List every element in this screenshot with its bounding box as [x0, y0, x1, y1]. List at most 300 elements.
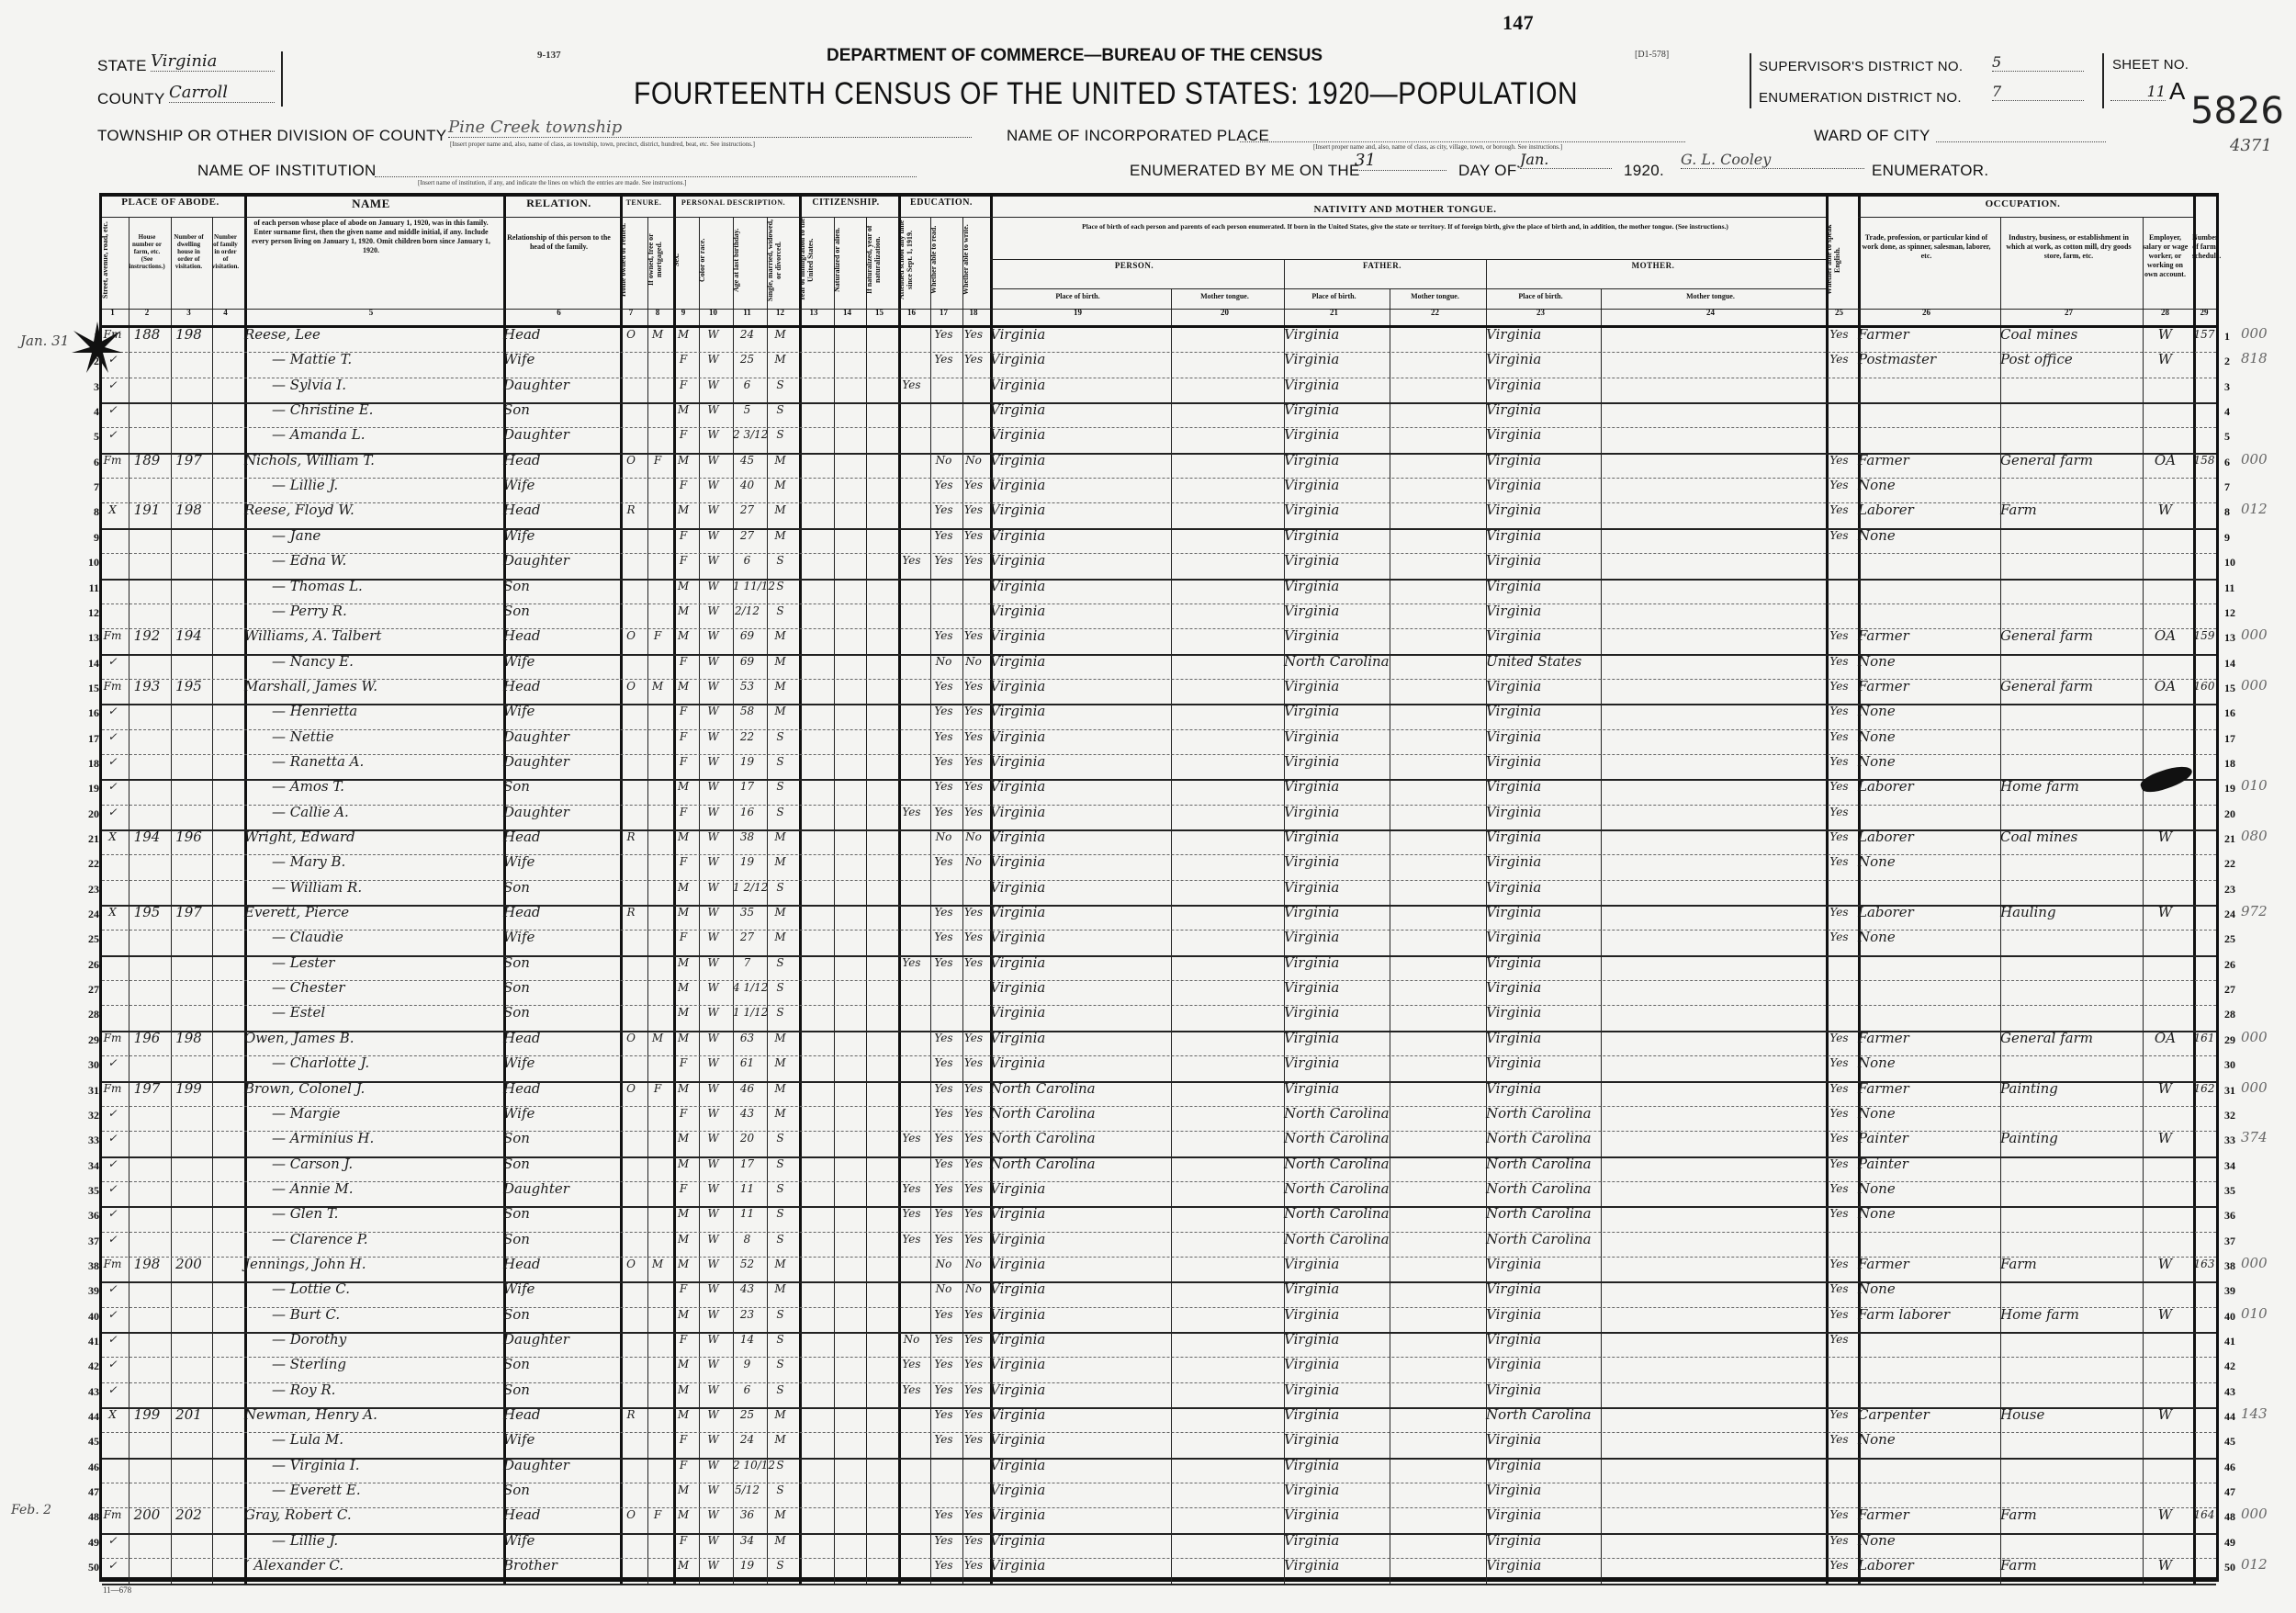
- dwelling-number-cell[interactable]: 198: [175, 1029, 202, 1046]
- speak-english-cell[interactable]: Yes: [1829, 479, 1849, 492]
- birthplace-cell[interactable]: Virginia: [990, 552, 1046, 570]
- sex-cell[interactable]: M: [677, 955, 690, 969]
- read-cell[interactable]: Yes: [934, 1333, 953, 1346]
- mother-birthplace-cell[interactable]: Virginia: [1486, 929, 1542, 946]
- read-cell[interactable]: Yes: [934, 328, 953, 341]
- relation-cell[interactable]: Wife: [503, 929, 535, 946]
- speak-english-cell[interactable]: Yes: [1829, 1081, 1849, 1095]
- marital-cell[interactable]: S: [776, 1358, 784, 1371]
- mortgage-cell[interactable]: M: [651, 679, 664, 693]
- farm-schedule-cell[interactable]: 160: [2193, 679, 2215, 693]
- speak-english-cell[interactable]: Yes: [1829, 1433, 1849, 1447]
- name-cell[interactable]: — Amos T.: [272, 778, 344, 795]
- trade-cell[interactable]: Carpenter: [1858, 1406, 1930, 1424]
- marital-cell[interactable]: M: [774, 931, 786, 944]
- name-cell[interactable]: — Mary B.: [272, 853, 346, 871]
- sex-cell[interactable]: F: [679, 754, 688, 768]
- father-birthplace-cell[interactable]: Virginia: [1284, 401, 1340, 419]
- age-cell[interactable]: 2/12: [735, 603, 760, 617]
- birthplace-cell[interactable]: Virginia: [990, 1029, 1046, 1046]
- write-cell[interactable]: Yes: [963, 503, 984, 517]
- trade-cell[interactable]: None: [1858, 1104, 1896, 1122]
- marital-cell[interactable]: M: [774, 1508, 786, 1522]
- read-cell[interactable]: Yes: [934, 955, 953, 969]
- race-cell[interactable]: W: [707, 554, 719, 568]
- school-cell[interactable]: Yes: [902, 1358, 921, 1371]
- ward-field[interactable]: [1936, 127, 2106, 142]
- father-birthplace-cell[interactable]: Virginia: [1284, 552, 1340, 570]
- industry-cell[interactable]: General farm: [2000, 451, 2093, 468]
- sex-cell[interactable]: F: [679, 729, 688, 743]
- sex-cell[interactable]: M: [677, 1408, 690, 1422]
- birthplace-cell[interactable]: Virginia: [990, 502, 1046, 519]
- mother-birthplace-cell[interactable]: Virginia: [1486, 577, 1542, 594]
- street-cell[interactable]: ✓: [107, 1181, 118, 1195]
- trade-cell[interactable]: Laborer: [1858, 502, 1914, 519]
- house-number-cell[interactable]: 199: [133, 1406, 161, 1424]
- age-cell[interactable]: 35: [739, 906, 755, 919]
- race-cell[interactable]: W: [707, 1006, 719, 1020]
- dwelling-number-cell[interactable]: 197: [175, 904, 202, 921]
- relation-cell[interactable]: Daughter: [503, 376, 569, 393]
- industry-cell[interactable]: Home farm: [2000, 1305, 2079, 1323]
- race-cell[interactable]: W: [707, 805, 719, 818]
- marital-cell[interactable]: M: [774, 906, 786, 919]
- relation-cell[interactable]: Daughter: [503, 752, 569, 770]
- industry-cell[interactable]: Coal mines: [2000, 326, 2078, 343]
- street-cell[interactable]: ✓: [107, 1307, 118, 1321]
- read-cell[interactable]: No: [935, 1257, 952, 1270]
- house-number-cell[interactable]: 195: [133, 904, 161, 921]
- mother-birthplace-cell[interactable]: Virginia: [1486, 526, 1542, 544]
- mortgage-cell[interactable]: F: [653, 453, 662, 467]
- enumerator-name-field[interactable]: G. L. Cooley: [1681, 151, 1864, 169]
- age-cell[interactable]: 2 3/12: [733, 428, 769, 442]
- birthplace-cell[interactable]: Virginia: [990, 677, 1046, 694]
- trade-cell[interactable]: None: [1858, 728, 1896, 745]
- mother-birthplace-cell[interactable]: Virginia: [1486, 778, 1542, 795]
- street-cell[interactable]: X: [108, 830, 117, 843]
- birthplace-cell[interactable]: Virginia: [990, 451, 1046, 468]
- marital-cell[interactable]: S: [776, 780, 784, 794]
- employer-class-cell[interactable]: W: [2157, 326, 2173, 343]
- speak-english-cell[interactable]: Yes: [1829, 931, 1849, 944]
- birthplace-cell[interactable]: Virginia: [990, 853, 1046, 871]
- mortgage-cell[interactable]: F: [653, 1508, 662, 1522]
- name-cell[interactable]: — Roy R.: [272, 1381, 336, 1398]
- father-birthplace-cell[interactable]: North Carolina: [1284, 652, 1390, 670]
- sex-cell[interactable]: F: [679, 855, 688, 869]
- read-cell[interactable]: No: [935, 453, 952, 467]
- street-cell[interactable]: X: [108, 906, 117, 919]
- write-cell[interactable]: Yes: [963, 1056, 984, 1070]
- speak-english-cell[interactable]: Yes: [1829, 1408, 1849, 1422]
- relation-cell[interactable]: Son: [503, 778, 530, 795]
- relation-cell[interactable]: Son: [503, 1305, 530, 1323]
- sex-cell[interactable]: M: [677, 579, 690, 592]
- relation-cell[interactable]: Son: [503, 602, 530, 619]
- read-cell[interactable]: Yes: [934, 1358, 953, 1371]
- read-cell[interactable]: Yes: [934, 479, 953, 492]
- write-cell[interactable]: No: [965, 1257, 982, 1270]
- relation-cell[interactable]: Daughter: [503, 426, 569, 444]
- sex-cell[interactable]: F: [679, 528, 688, 542]
- father-birthplace-cell[interactable]: Virginia: [1284, 703, 1340, 720]
- marital-cell[interactable]: S: [776, 1333, 784, 1346]
- trade-cell[interactable]: None: [1858, 1205, 1896, 1223]
- marital-cell[interactable]: S: [776, 754, 784, 768]
- father-birthplace-cell[interactable]: Virginia: [1284, 1255, 1340, 1272]
- street-cell[interactable]: ✓: [107, 729, 118, 743]
- street-cell[interactable]: ✓: [107, 654, 118, 668]
- mother-birthplace-cell[interactable]: Virginia: [1486, 728, 1542, 745]
- name-cell[interactable]: Gray, Robert C.: [244, 1506, 352, 1524]
- birthplace-cell[interactable]: Virginia: [990, 652, 1046, 670]
- relation-cell[interactable]: Son: [503, 577, 530, 594]
- street-cell[interactable]: Fm: [103, 1508, 122, 1522]
- race-cell[interactable]: W: [707, 906, 719, 919]
- relation-cell[interactable]: Son: [503, 979, 530, 997]
- industry-cell[interactable]: General farm: [2000, 677, 2093, 694]
- sex-cell[interactable]: F: [679, 1282, 688, 1296]
- father-birthplace-cell[interactable]: Virginia: [1284, 953, 1340, 971]
- relation-cell[interactable]: Brother: [503, 1557, 557, 1574]
- age-cell[interactable]: 2 10/12: [733, 1458, 776, 1472]
- dwelling-number-cell[interactable]: 197: [175, 451, 202, 468]
- relation-cell[interactable]: Son: [503, 1482, 530, 1499]
- read-cell[interactable]: No: [935, 830, 952, 843]
- age-cell[interactable]: 6: [743, 554, 751, 568]
- employer-class-cell[interactable]: W: [2157, 351, 2173, 368]
- trade-cell[interactable]: None: [1858, 1055, 1896, 1072]
- sex-cell[interactable]: M: [677, 603, 690, 617]
- marital-cell[interactable]: S: [776, 1232, 784, 1246]
- write-cell[interactable]: No: [965, 830, 982, 843]
- write-cell[interactable]: Yes: [963, 1106, 984, 1120]
- mother-birthplace-cell[interactable]: North Carolina: [1486, 1130, 1592, 1147]
- street-cell[interactable]: ✓: [107, 1382, 118, 1396]
- farm-schedule-cell[interactable]: 158: [2193, 453, 2215, 467]
- supervisor-district-field[interactable]: 5: [1992, 53, 2084, 72]
- age-cell[interactable]: 5: [743, 403, 751, 417]
- race-cell[interactable]: W: [707, 654, 719, 668]
- dwelling-number-cell[interactable]: 198: [175, 502, 202, 519]
- house-number-cell[interactable]: 200: [133, 1506, 161, 1524]
- state-field[interactable]: Virginia: [151, 51, 275, 72]
- home-owned-cell[interactable]: O: [626, 629, 636, 643]
- house-number-cell[interactable]: 189: [133, 451, 161, 468]
- dwelling-number-cell[interactable]: 201: [175, 1406, 202, 1424]
- father-birthplace-cell[interactable]: Virginia: [1284, 1381, 1340, 1398]
- mother-birthplace-cell[interactable]: Virginia: [1486, 1004, 1542, 1021]
- race-cell[interactable]: W: [707, 855, 719, 869]
- father-birthplace-cell[interactable]: Virginia: [1284, 1079, 1340, 1097]
- employer-class-cell[interactable]: W: [2157, 502, 2173, 519]
- street-cell[interactable]: Fm: [103, 1081, 122, 1095]
- write-cell[interactable]: Yes: [963, 1132, 984, 1145]
- birthplace-cell[interactable]: Virginia: [990, 1055, 1046, 1072]
- name-cell[interactable]: — Annie M.: [272, 1179, 354, 1197]
- mother-birthplace-cell[interactable]: Virginia: [1486, 703, 1542, 720]
- street-cell[interactable]: ✓: [107, 705, 118, 718]
- relation-cell[interactable]: Head: [503, 1506, 541, 1524]
- mother-birthplace-cell[interactable]: Virginia: [1486, 829, 1542, 845]
- marital-cell[interactable]: M: [774, 1282, 786, 1296]
- mortgage-cell[interactable]: M: [651, 1257, 664, 1270]
- trade-cell[interactable]: Farmer: [1858, 627, 1909, 645]
- name-cell[interactable]: — Margie: [272, 1104, 341, 1122]
- marital-cell[interactable]: S: [776, 1181, 784, 1195]
- read-cell[interactable]: Yes: [934, 1031, 953, 1044]
- race-cell[interactable]: W: [707, 1559, 719, 1573]
- mother-birthplace-cell[interactable]: Virginia: [1486, 1506, 1542, 1524]
- sex-cell[interactable]: F: [679, 805, 688, 818]
- sex-cell[interactable]: M: [677, 403, 690, 417]
- name-cell[interactable]: — Christine E.: [272, 401, 374, 419]
- race-cell[interactable]: W: [707, 503, 719, 517]
- race-cell[interactable]: W: [707, 1081, 719, 1095]
- trade-cell[interactable]: None: [1858, 526, 1896, 544]
- speak-english-cell[interactable]: Yes: [1829, 1132, 1849, 1145]
- read-cell[interactable]: Yes: [934, 1307, 953, 1321]
- school-cell[interactable]: Yes: [902, 1132, 921, 1145]
- age-cell[interactable]: 1 2/12: [733, 880, 769, 894]
- industry-cell[interactable]: Post office: [2000, 351, 2073, 368]
- home-owned-cell[interactable]: O: [626, 1081, 636, 1095]
- sex-cell[interactable]: M: [677, 1207, 690, 1221]
- race-cell[interactable]: W: [707, 353, 719, 367]
- speak-english-cell[interactable]: Yes: [1829, 729, 1849, 743]
- speak-english-cell[interactable]: Yes: [1829, 1207, 1849, 1221]
- birthplace-cell[interactable]: Virginia: [990, 1557, 1046, 1574]
- write-cell[interactable]: Yes: [963, 805, 984, 818]
- house-number-cell[interactable]: 188: [133, 326, 161, 343]
- write-cell[interactable]: Yes: [963, 1408, 984, 1422]
- mother-birthplace-cell[interactable]: North Carolina: [1486, 1230, 1592, 1247]
- race-cell[interactable]: W: [707, 1132, 719, 1145]
- read-cell[interactable]: Yes: [934, 855, 953, 869]
- read-cell[interactable]: Yes: [934, 729, 953, 743]
- dwelling-number-cell[interactable]: 199: [175, 1079, 202, 1097]
- sex-cell[interactable]: F: [679, 378, 688, 391]
- name-cell[interactable]: Reese, Floyd W.: [244, 502, 355, 519]
- relation-cell[interactable]: Wife: [503, 652, 535, 670]
- relation-cell[interactable]: Head: [503, 904, 541, 921]
- mother-birthplace-cell[interactable]: Virginia: [1486, 803, 1542, 820]
- race-cell[interactable]: W: [707, 378, 719, 391]
- name-cell[interactable]: — William R.: [272, 878, 363, 896]
- mother-birthplace-cell[interactable]: Virginia: [1486, 1255, 1542, 1272]
- mother-birthplace-cell[interactable]: United States: [1486, 652, 1582, 670]
- write-cell[interactable]: Yes: [963, 528, 984, 542]
- trade-cell[interactable]: Farm laborer: [1858, 1305, 1951, 1323]
- age-cell[interactable]: 1 1/12: [733, 1006, 769, 1020]
- sex-cell[interactable]: F: [679, 353, 688, 367]
- county-field[interactable]: Carroll: [169, 83, 275, 103]
- mother-birthplace-cell[interactable]: Virginia: [1486, 477, 1542, 494]
- marital-cell[interactable]: M: [774, 1408, 786, 1422]
- name-cell[interactable]: — Lillie J.: [272, 477, 339, 494]
- dwelling-number-cell[interactable]: 195: [175, 677, 202, 694]
- age-cell[interactable]: 22: [739, 729, 755, 743]
- name-cell[interactable]: Brown, Colonel J.: [244, 1079, 366, 1097]
- birthplace-cell[interactable]: North Carolina: [990, 1130, 1096, 1147]
- birthplace-cell[interactable]: Virginia: [990, 728, 1046, 745]
- father-birthplace-cell[interactable]: North Carolina: [1284, 1155, 1390, 1172]
- age-cell[interactable]: 9: [743, 1358, 751, 1371]
- sex-cell[interactable]: F: [679, 1433, 688, 1447]
- write-cell[interactable]: Yes: [963, 1433, 984, 1447]
- speak-english-cell[interactable]: Yes: [1829, 503, 1849, 517]
- mother-birthplace-cell[interactable]: Virginia: [1486, 904, 1542, 921]
- race-cell[interactable]: W: [707, 1382, 719, 1396]
- father-birthplace-cell[interactable]: Virginia: [1284, 677, 1340, 694]
- name-cell[interactable]: — Lottie C.: [272, 1280, 350, 1298]
- name-cell[interactable]: Owen, James B.: [244, 1029, 355, 1046]
- street-cell[interactable]: ✓: [107, 1207, 118, 1221]
- sex-cell[interactable]: M: [677, 1508, 690, 1522]
- relation-cell[interactable]: Daughter: [503, 552, 569, 570]
- age-cell[interactable]: 25: [739, 353, 755, 367]
- birthplace-cell[interactable]: Virginia: [990, 1280, 1046, 1298]
- speak-english-cell[interactable]: Yes: [1829, 754, 1849, 768]
- age-cell[interactable]: 43: [739, 1282, 755, 1296]
- speak-english-cell[interactable]: Yes: [1829, 1559, 1849, 1573]
- race-cell[interactable]: W: [707, 1307, 719, 1321]
- birthplace-cell[interactable]: Virginia: [990, 577, 1046, 594]
- industry-cell[interactable]: Farm: [2000, 502, 2037, 519]
- dwelling-number-cell[interactable]: 196: [175, 829, 202, 845]
- race-cell[interactable]: W: [707, 328, 719, 341]
- speak-english-cell[interactable]: Yes: [1829, 855, 1849, 869]
- write-cell[interactable]: Yes: [963, 1307, 984, 1321]
- read-cell[interactable]: Yes: [934, 1408, 953, 1422]
- sex-cell[interactable]: F: [679, 1333, 688, 1346]
- write-cell[interactable]: Yes: [963, 1156, 984, 1170]
- industry-cell[interactable]: Farm: [2000, 1255, 2037, 1272]
- speak-english-cell[interactable]: Yes: [1829, 705, 1849, 718]
- mother-birthplace-cell[interactable]: Virginia: [1486, 1079, 1542, 1097]
- industry-cell[interactable]: General farm: [2000, 627, 2093, 645]
- father-birthplace-cell[interactable]: Virginia: [1284, 1356, 1340, 1373]
- industry-cell[interactable]: Hauling: [2000, 904, 2056, 921]
- write-cell[interactable]: Yes: [963, 1508, 984, 1522]
- speak-english-cell[interactable]: Yes: [1829, 654, 1849, 668]
- age-cell[interactable]: 20: [739, 1132, 755, 1145]
- marital-cell[interactable]: M: [774, 479, 786, 492]
- birthplace-cell[interactable]: Virginia: [990, 1431, 1046, 1449]
- write-cell[interactable]: Yes: [963, 1232, 984, 1246]
- speak-english-cell[interactable]: Yes: [1829, 1031, 1849, 1044]
- mother-birthplace-cell[interactable]: Virginia: [1486, 451, 1542, 468]
- school-cell[interactable]: Yes: [902, 1232, 921, 1246]
- marital-cell[interactable]: M: [774, 1031, 786, 1044]
- mortgage-cell[interactable]: F: [653, 1081, 662, 1095]
- age-cell[interactable]: 8: [743, 1232, 751, 1246]
- relation-cell[interactable]: Head: [503, 1255, 541, 1272]
- father-birthplace-cell[interactable]: Virginia: [1284, 853, 1340, 871]
- write-cell[interactable]: Yes: [963, 1559, 984, 1573]
- street-cell[interactable]: ✓: [107, 1333, 118, 1346]
- mother-birthplace-cell[interactable]: Virginia: [1486, 1055, 1542, 1072]
- house-number-cell[interactable]: 198: [133, 1255, 161, 1272]
- marital-cell[interactable]: S: [776, 603, 784, 617]
- race-cell[interactable]: W: [707, 1483, 719, 1497]
- name-cell[interactable]: — Arminius H.: [272, 1130, 375, 1147]
- marital-cell[interactable]: M: [774, 855, 786, 869]
- age-cell[interactable]: 7: [743, 955, 751, 969]
- relation-cell[interactable]: Wife: [503, 1280, 535, 1298]
- age-cell[interactable]: 24: [739, 1433, 755, 1447]
- read-cell[interactable]: Yes: [934, 554, 953, 568]
- age-cell[interactable]: 34: [739, 1533, 755, 1547]
- write-cell[interactable]: Yes: [963, 1333, 984, 1346]
- race-cell[interactable]: W: [707, 1408, 719, 1422]
- race-cell[interactable]: W: [707, 1358, 719, 1371]
- marital-cell[interactable]: S: [776, 1207, 784, 1221]
- sex-cell[interactable]: M: [677, 1081, 690, 1095]
- name-cell[interactable]: — Amanda L.: [272, 426, 366, 444]
- mother-birthplace-cell[interactable]: Virginia: [1486, 502, 1542, 519]
- father-birthplace-cell[interactable]: Virginia: [1284, 1029, 1340, 1046]
- race-cell[interactable]: W: [707, 1031, 719, 1044]
- marital-cell[interactable]: S: [776, 579, 784, 592]
- speak-english-cell[interactable]: Yes: [1829, 1533, 1849, 1547]
- speak-english-cell[interactable]: Yes: [1829, 805, 1849, 818]
- home-owned-cell[interactable]: R: [626, 830, 636, 843]
- home-owned-cell[interactable]: O: [626, 328, 636, 341]
- relation-cell[interactable]: Wife: [503, 526, 535, 544]
- race-cell[interactable]: W: [707, 579, 719, 592]
- marital-cell[interactable]: S: [776, 403, 784, 417]
- mortgage-cell[interactable]: F: [653, 629, 662, 643]
- mother-birthplace-cell[interactable]: Virginia: [1486, 351, 1542, 368]
- race-cell[interactable]: W: [707, 830, 719, 843]
- speak-english-cell[interactable]: Yes: [1829, 629, 1849, 643]
- name-cell[interactable]: Jennings, John H.: [244, 1255, 366, 1272]
- write-cell[interactable]: Yes: [963, 1533, 984, 1547]
- race-cell[interactable]: W: [707, 1533, 719, 1547]
- employer-class-cell[interactable]: W: [2157, 1506, 2173, 1524]
- speak-english-cell[interactable]: Yes: [1829, 1333, 1849, 1346]
- street-cell[interactable]: ✓: [107, 403, 118, 417]
- age-cell[interactable]: 23: [739, 1307, 755, 1321]
- age-cell[interactable]: 11: [739, 1207, 755, 1221]
- dwelling-number-cell[interactable]: 194: [175, 627, 202, 645]
- mother-birthplace-cell[interactable]: North Carolina: [1486, 1155, 1592, 1172]
- relation-cell[interactable]: Wife: [503, 853, 535, 871]
- house-number-cell[interactable]: 192: [133, 627, 161, 645]
- age-cell[interactable]: 5/12: [735, 1483, 760, 1497]
- trade-cell[interactable]: None: [1858, 1431, 1896, 1449]
- relation-cell[interactable]: Head: [503, 627, 541, 645]
- employer-class-cell[interactable]: W: [2157, 1557, 2173, 1574]
- home-owned-cell[interactable]: O: [626, 1257, 636, 1270]
- mother-birthplace-cell[interactable]: Virginia: [1486, 1431, 1542, 1449]
- school-cell[interactable]: No: [903, 1333, 920, 1346]
- marital-cell[interactable]: M: [774, 528, 786, 542]
- age-cell[interactable]: 27: [739, 503, 755, 517]
- birthplace-cell[interactable]: Virginia: [990, 752, 1046, 770]
- race-cell[interactable]: W: [707, 780, 719, 794]
- birthplace-cell[interactable]: Virginia: [990, 929, 1046, 946]
- write-cell[interactable]: Yes: [963, 780, 984, 794]
- marital-cell[interactable]: M: [774, 1056, 786, 1070]
- street-cell[interactable]: ✓: [107, 353, 118, 367]
- age-cell[interactable]: 36: [739, 1508, 755, 1522]
- employer-class-cell[interactable]: W: [2157, 1305, 2173, 1323]
- street-cell[interactable]: ✓: [107, 754, 118, 768]
